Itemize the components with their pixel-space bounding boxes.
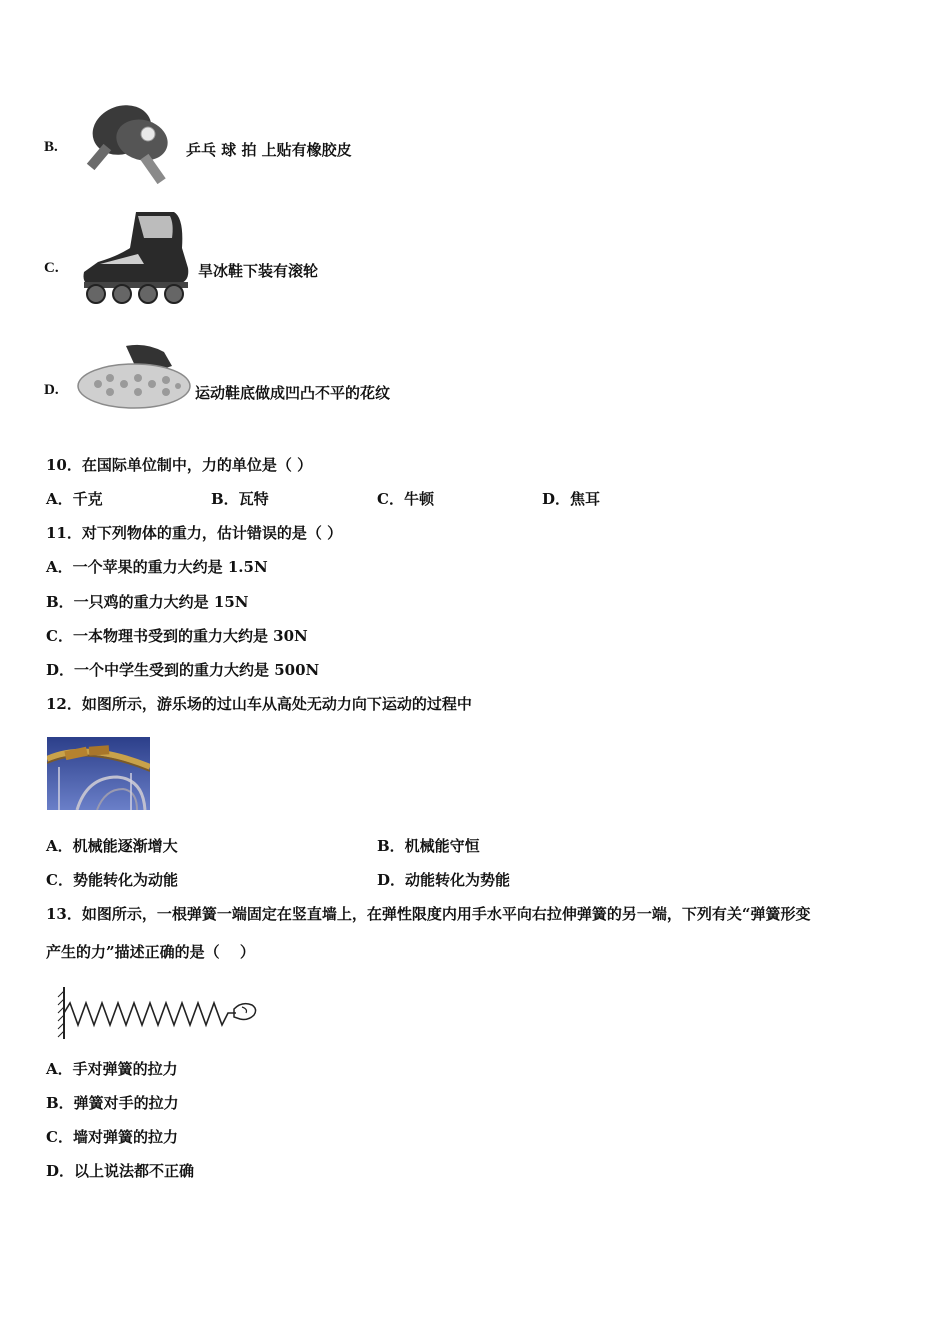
question-13-option-c: C．墙对弹簧的拉力	[46, 1128, 178, 1146]
option-text: 旱冰鞋下装有滚轮	[198, 262, 319, 280]
sneaker-sole-icon	[76, 342, 192, 414]
roller-coaster-photo	[47, 737, 150, 810]
question-13-option-d: D．以上说法都不正确	[46, 1162, 195, 1180]
question-10-option-b: B．瓦特	[211, 490, 269, 508]
option-label: D.	[44, 382, 59, 398]
question-10-option-d: D．焦耳	[542, 490, 601, 508]
question-12-option-b: B．机械能守恒	[377, 837, 480, 855]
question-12-stem: 12．如图所示，游乐场的过山车从高处无动力向下运动的过程中	[46, 695, 472, 713]
question-11-option-b: B．一只鸡的重力大约是 15N	[46, 593, 249, 611]
roller-skate-icon	[78, 208, 196, 304]
question-12-option-d: D．动能转化为势能	[377, 871, 511, 889]
question-11-option-d: D．一个中学生受到的重力大约是 500N	[46, 661, 320, 679]
ping-pong-paddles-icon	[78, 98, 182, 190]
question-10-stem: 10．在国际单位制中，力的单位是（ ）	[46, 456, 313, 474]
option-label: B.	[44, 139, 58, 155]
question-11-option-a: A．一个苹果的重力大约是 1.5N	[46, 558, 268, 576]
question-13-option-b: B．弹簧对手的拉力	[46, 1094, 179, 1112]
question-11-option-c: C．一本物理书受到的重力大约是 30N	[46, 627, 308, 645]
option-label: C.	[44, 260, 59, 276]
question-13-stem-line1: 13．如图所示，一根弹簧一端固定在竖直墙上，在弹性限度内用手水平向右拉伸弹簧的另一端，下列有关“弹簧形变	[46, 905, 811, 923]
question-10-option-c: C．牛顿	[377, 490, 434, 508]
spring-wall-hand-diagram	[56, 983, 262, 1043]
option-text: 乒乓 球 拍 上贴有橡胶皮	[186, 141, 352, 159]
option-text: 运动鞋底做成凹凸不平的花纹	[195, 384, 391, 402]
question-13-stem-line2: 产生的力”描述正确的是（ ）	[46, 943, 255, 961]
question-13-option-a: A．手对弹簧的拉力	[46, 1060, 178, 1078]
question-11-stem: 11．对下列物体的重力，估计错误的是（ ）	[46, 524, 343, 542]
question-12-option-a: A．机械能逐渐增大	[46, 837, 178, 855]
question-12-option-c: C．势能转化为动能	[46, 871, 178, 889]
question-10-option-a: A．千克	[46, 490, 103, 508]
